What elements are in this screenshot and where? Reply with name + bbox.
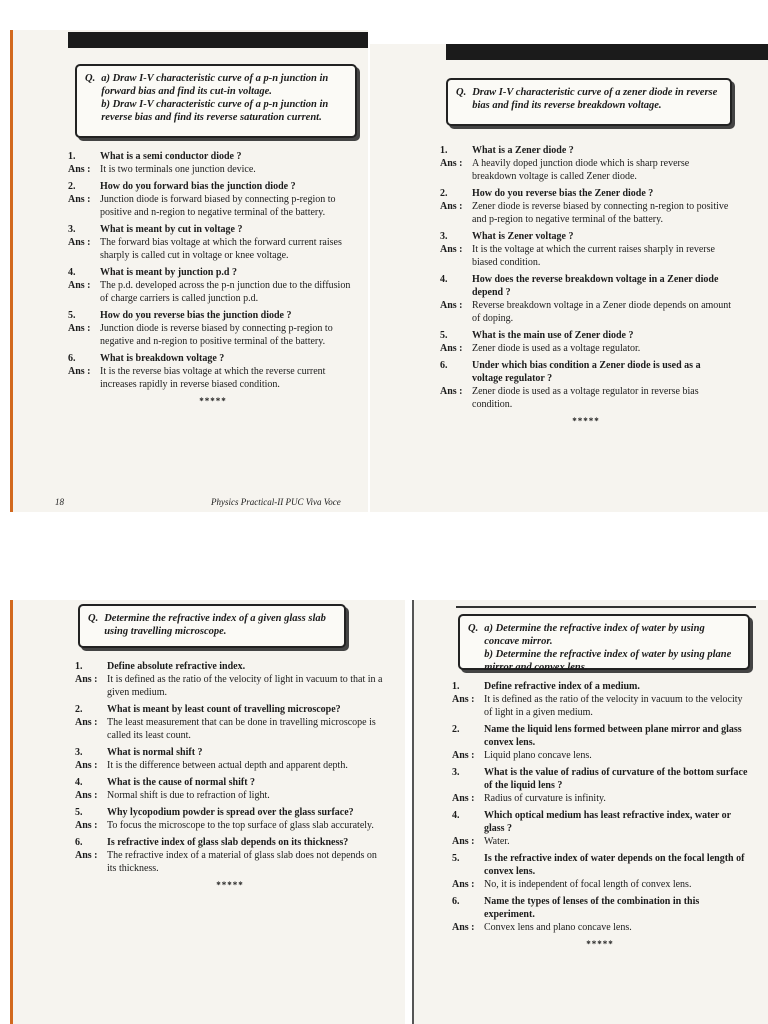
qa-item (68, 352, 358, 391)
answer-label: Ans : (452, 922, 475, 933)
qa-item (452, 895, 748, 934)
qa-list (452, 680, 748, 951)
question-number: 5. (75, 807, 83, 818)
question-number: 6. (440, 360, 448, 371)
page-number: 18 (55, 497, 64, 507)
question-line (75, 703, 385, 716)
question-text: Determine the refractive index of a given glass slab using travelling microscope. (104, 613, 326, 637)
answer-text: It is the voltage at which the current raises sharply in reverse biased condition. (472, 244, 715, 268)
question-line (452, 809, 748, 835)
question-line (452, 895, 748, 921)
answer-text: The refractive index of a material of glass slab does not depends on its thickness. (107, 850, 377, 874)
question-line (68, 352, 358, 365)
answer-label: Ans : (75, 717, 98, 728)
page-zener-diode (370, 44, 768, 512)
header-bar (446, 44, 768, 60)
answer-text: It is defined as the ratio of the velocity of light in vacuum to that in a given medium. (107, 674, 383, 698)
answer-line (452, 878, 748, 891)
answer-label: Ans : (452, 694, 475, 705)
answer-text: The p.d. developed across the p-n junction due to the diffusion of charge carriers is called junction p.d. (100, 280, 351, 304)
question-number: 2. (452, 724, 460, 735)
question-number: 1. (440, 145, 448, 156)
question-line (68, 150, 358, 163)
answer-line (68, 279, 358, 305)
answer-label: Ans : (440, 386, 463, 397)
question-text: Define refractive index of a medium. (484, 681, 640, 692)
end-stars: ***** (199, 396, 227, 406)
question-box (458, 614, 750, 673)
question-part-a: a) Determine the refractive index of water by using concave mirror. (484, 623, 705, 647)
question-text: What is the value of radius of curvature of the bottom surface of the liquid lens ? (484, 767, 748, 791)
question-text: What is normal shift ? (107, 747, 203, 758)
answer-line (75, 849, 385, 875)
question-text: Name the types of lenses of the combination in this experiment. (484, 896, 700, 920)
question-number: 3. (75, 747, 83, 758)
question-text: How do you reverse bias the junction diode ? (100, 310, 292, 321)
qa-list (68, 150, 358, 408)
question-text: What is meant by cut in voltage ? (100, 224, 243, 235)
question-line (440, 329, 732, 342)
question-text: Draw I-V characteristic curve of a zener diode in reverse bias and find its reverse breakdown voltage. (472, 87, 718, 111)
answer-text: Convex lens and plano concave lens. (484, 922, 632, 933)
qa-item (440, 230, 732, 269)
answer-label: Ans : (68, 366, 91, 377)
question-line (68, 266, 358, 279)
question-label: Q. (456, 87, 467, 98)
answer-label: Ans : (75, 760, 98, 771)
question-text: What is breakdown voltage ? (100, 353, 225, 364)
question-text: Is the refractive index of water depends on the focal length of convex lens. (484, 853, 745, 877)
question-number: 2. (440, 188, 448, 199)
answer-label: Ans : (68, 164, 91, 175)
qa-item (452, 852, 748, 891)
header-bar (68, 32, 368, 48)
question-text: Under which bias condition a Zener diode is used as a voltage regulator ? (472, 360, 701, 384)
qa-item (452, 809, 748, 848)
question-text: Name the liquid lens formed between plane mirror and glass convex lens. (484, 724, 742, 748)
qa-item (75, 660, 385, 699)
question-number: 5. (452, 853, 460, 864)
answer-line (68, 193, 358, 219)
question-text: How does the reverse breakdown voltage in a Zener diode depend ? (472, 274, 719, 298)
answer-text: It is two terminals one junction device. (100, 164, 256, 175)
question-line (452, 852, 748, 878)
qa-item (440, 187, 732, 226)
qa-item (440, 273, 732, 325)
question-label: Q. (468, 623, 479, 634)
qa-list (440, 144, 732, 428)
answer-line (75, 819, 385, 832)
answer-label: Ans : (68, 323, 91, 334)
question-line (452, 680, 748, 693)
answer-line (68, 365, 358, 391)
question-number: 3. (440, 231, 448, 242)
answer-label: Ans : (440, 244, 463, 255)
answer-text: It is defined as the ratio of the velocity in vacuum to the velocity of light in a given medium. (484, 694, 743, 718)
question-line (440, 144, 732, 157)
question-number: 6. (75, 837, 83, 848)
question-line (440, 230, 732, 243)
answer-label: Ans : (75, 790, 98, 801)
question-line (75, 776, 385, 789)
answer-line (440, 157, 732, 183)
footer-title: Physics Practical-II PUC Viva Voce (211, 497, 341, 507)
answer-text: Junction diode is reverse biased by connecting p-region to negative and n-region to positive terminal of the battery. (100, 323, 333, 347)
question-number: 4. (75, 777, 83, 788)
question-number: 4. (440, 274, 448, 285)
question-line (440, 359, 732, 385)
answer-label: Ans : (68, 194, 91, 205)
answer-line (75, 716, 385, 742)
question-part-b: b) Determine the refractive index of water by using plane mirror and convex lens. (484, 649, 732, 673)
question-number: 5. (68, 310, 76, 321)
question-line (75, 746, 385, 759)
answer-label: Ans : (68, 237, 91, 248)
question-text: Is refractive index of glass slab depends on its thickness? (107, 837, 349, 848)
question-number: 1. (452, 681, 460, 692)
answer-text: Zener diode is used as a voltage regulator in reverse bias condition. (472, 386, 699, 410)
question-number: 2. (75, 704, 83, 715)
answer-line (440, 385, 732, 411)
answer-text: The least measurement that can be done in travelling microscope is called its least count. (107, 717, 376, 741)
question-line (452, 766, 748, 792)
qa-item (440, 329, 732, 355)
answer-text: No, it is independent of focal length of convex lens. (484, 879, 692, 890)
question-part-a: a) Draw I-V characteristic curve of a p-n junction in forward bias and find its cut-in voltage. (101, 73, 329, 97)
answer-text: Zener diode is used as a voltage regulator. (472, 343, 641, 354)
answer-text: It is the difference between actual depth and apparent depth. (107, 760, 348, 771)
question-number: 4. (68, 267, 76, 278)
question-label: Q. (85, 73, 96, 84)
question-number: 6. (68, 353, 76, 364)
question-text: What is meant by least count of travelling microscope? (107, 704, 341, 715)
end-stars: ***** (216, 880, 244, 890)
question-text: What is the cause of normal shift ? (107, 777, 256, 788)
question-box (78, 604, 346, 648)
question-line (440, 187, 732, 200)
qa-item (75, 703, 385, 742)
question-line (75, 806, 385, 819)
answer-label: Ans : (440, 158, 463, 169)
qa-item (440, 144, 732, 183)
answer-line (452, 749, 748, 762)
question-text: Which optical medium has least refractive index, water or glass ? (484, 810, 731, 834)
answer-label: Ans : (452, 836, 475, 847)
answer-text: Water. (484, 836, 510, 847)
answer-label: Ans : (68, 280, 91, 291)
answer-line (68, 236, 358, 262)
end-stars: ***** (586, 939, 614, 949)
question-box (446, 78, 732, 126)
question-text: What is the main use of Zener diode ? (472, 330, 634, 341)
question-number: 3. (452, 767, 460, 778)
answer-label: Ans : (75, 850, 98, 861)
answer-line (75, 759, 385, 772)
question-text: What is Zener voltage ? (472, 231, 574, 242)
qa-item (68, 266, 358, 305)
page-water-refractive-index (412, 600, 768, 1024)
question-line (75, 836, 385, 849)
answer-line (452, 693, 748, 719)
question-line (440, 273, 732, 299)
question-part-b: b) Draw I-V characteristic curve of a p-n junction in reverse bias and find its reverse saturation current. (101, 99, 329, 123)
qa-item (452, 723, 748, 762)
answer-text: The forward bias voltage at which the forward current raises sharply is called cut in voltage or knee voltage. (100, 237, 342, 261)
answer-label: Ans : (440, 300, 463, 311)
qa-item (68, 223, 358, 262)
qa-item (75, 746, 385, 772)
question-number: 1. (75, 661, 83, 672)
question-text: How do you forward bias the junction diode ? (100, 181, 296, 192)
page-forward-reverse-bias (10, 30, 368, 512)
answer-text: Zener diode is reverse biased by connecting n-region to positive and p-region to negative terminal of the battery. (472, 201, 729, 225)
question-number: 2. (68, 181, 76, 192)
question-text: What is a Zener diode ? (472, 145, 574, 156)
answer-line (75, 789, 385, 802)
qa-list (75, 660, 385, 892)
question-text: Why lycopodium powder is spread over the glass surface? (107, 807, 354, 818)
qa-item (68, 180, 358, 219)
question-number: 3. (68, 224, 76, 235)
answer-text: It is the reverse bias voltage at which the reverse current increases rapidly in reverse biased condition. (100, 366, 326, 390)
question-box (75, 64, 357, 138)
question-line (452, 723, 748, 749)
answer-label: Ans : (440, 343, 463, 354)
question-line (68, 223, 358, 236)
answer-label: Ans : (452, 793, 475, 804)
qa-item (452, 680, 748, 719)
answer-line (440, 299, 732, 325)
end-stars: ***** (572, 416, 600, 426)
answer-line (452, 792, 748, 805)
question-number: 1. (68, 151, 76, 162)
question-line (68, 309, 358, 322)
answer-line (440, 342, 732, 355)
qa-item (75, 836, 385, 875)
qa-item (440, 359, 732, 411)
question-line (68, 180, 358, 193)
answer-label: Ans : (452, 879, 475, 890)
answer-line (440, 243, 732, 269)
answer-text: Junction diode is forward biased by connecting p-region to positive and n-region to negative terminal of the battery. (100, 194, 336, 218)
answer-line (452, 921, 748, 934)
question-label: Q. (88, 613, 99, 624)
answer-label: Ans : (75, 820, 98, 831)
question-text: What is meant by junction p.d ? (100, 267, 237, 278)
answer-line (68, 322, 358, 348)
qa-item (68, 150, 358, 176)
question-text: What is a semi conductor diode ? (100, 151, 242, 162)
qa-item (75, 806, 385, 832)
answer-line (68, 163, 358, 176)
answer-text: Reverse breakdown voltage in a Zener diode depends on amount of doping. (472, 300, 732, 324)
answer-text: Liquid plano concave lens. (484, 750, 592, 761)
answer-text: Radius of curvature is infinity. (484, 793, 606, 804)
question-text: How do you reverse bias the Zener diode ? (472, 188, 654, 199)
qa-item (75, 776, 385, 802)
question-number: 5. (440, 330, 448, 341)
question-number: 6. (452, 896, 460, 907)
answer-label: Ans : (75, 674, 98, 685)
answer-line (75, 673, 385, 699)
answer-line (440, 200, 732, 226)
qa-item (68, 309, 358, 348)
page-glass-slab (10, 600, 405, 1024)
answer-label: Ans : (452, 750, 475, 761)
question-text: Define absolute refractive index. (107, 661, 246, 672)
answer-label: Ans : (440, 201, 463, 212)
answer-text: A heavily doped junction diode which is sharp reverse breakdown voltage is called Zener diode. (472, 158, 690, 182)
answer-text: Normal shift is due to refraction of light. (107, 790, 270, 801)
question-number: 4. (452, 810, 460, 821)
qa-item (452, 766, 748, 805)
question-line (75, 660, 385, 673)
answer-text: To focus the microscope to the top surface of glass slab accurately. (107, 820, 374, 831)
answer-line (452, 835, 748, 848)
header-rule (456, 606, 756, 608)
